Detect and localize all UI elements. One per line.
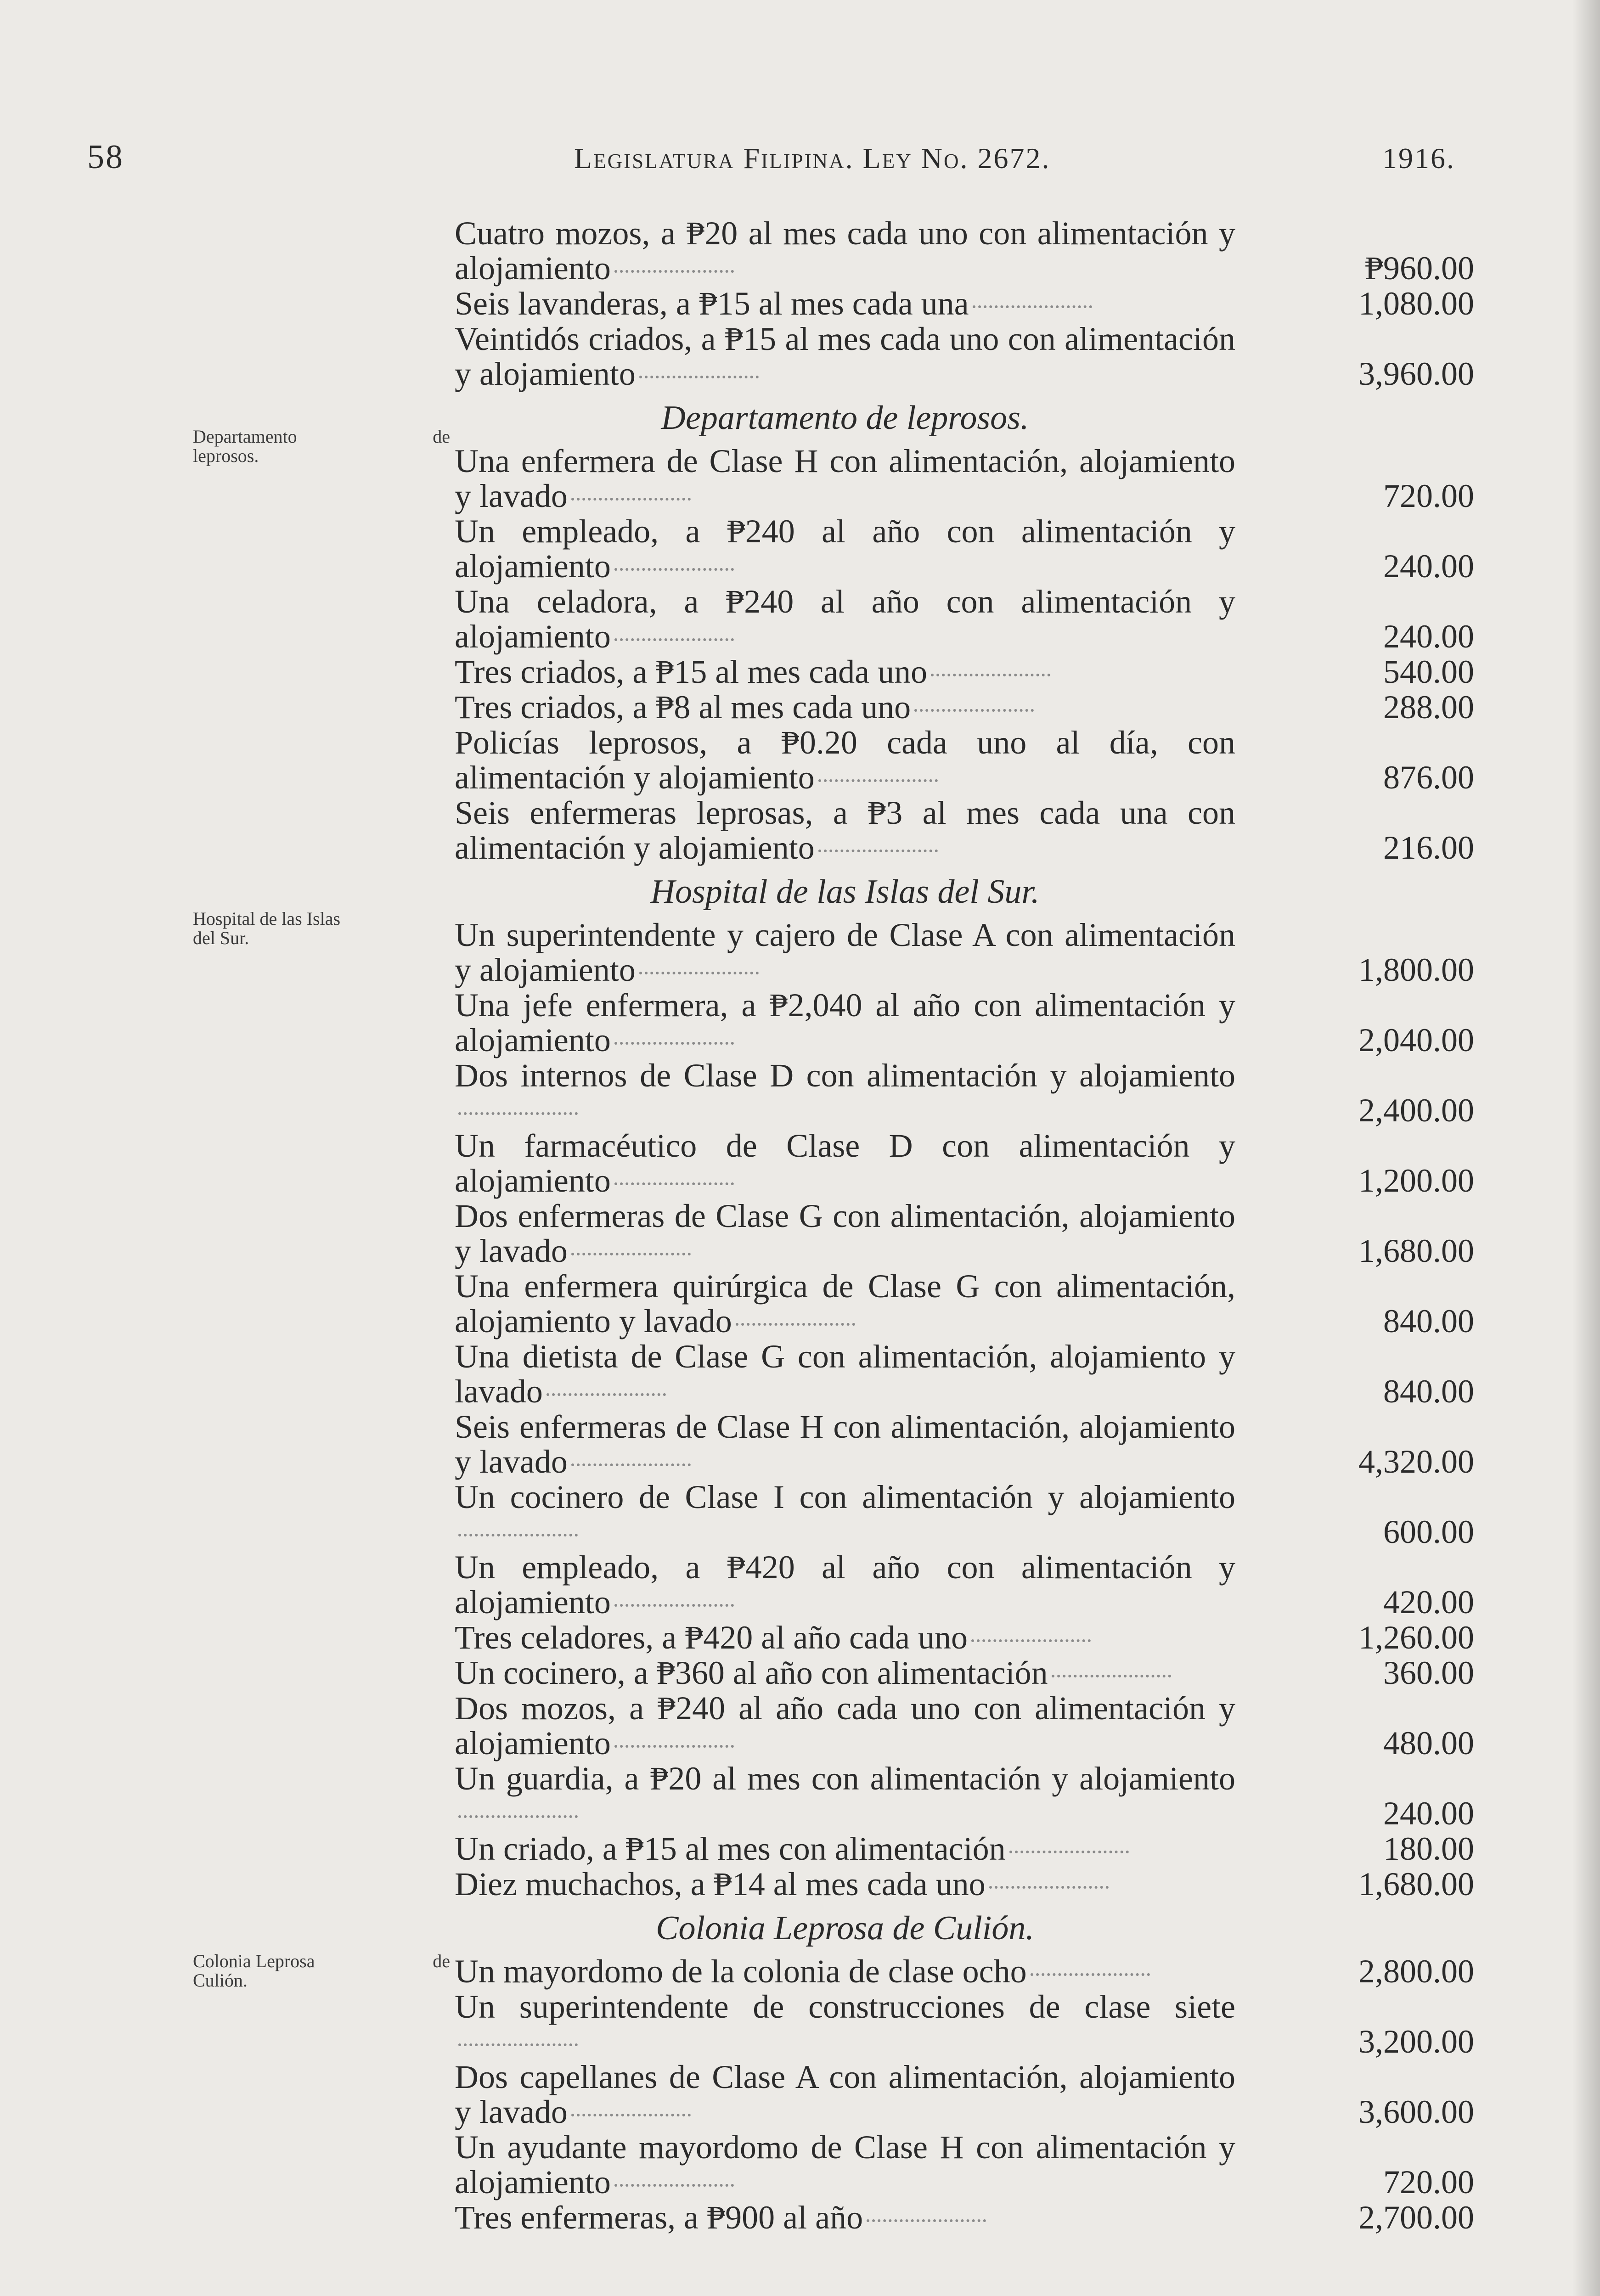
list-item <box>455 1867 1474 1902</box>
item-description: Diez muchachos, a ₱14 al mes cada uno <box>455 1866 986 1902</box>
list-item <box>455 988 1474 1058</box>
margin-note-leprosos <box>193 427 450 466</box>
margin-note-text: Colonia Leprosa <box>193 1951 315 1971</box>
item-amount: 288.00 <box>1383 689 1474 726</box>
item-description: Dos internos de Clase D con alimentación y alojamiento <box>455 1057 1235 1094</box>
margin-note-text: de <box>433 1951 450 1971</box>
section-title-hospital: Hospital de las Islas del Sur. <box>650 873 1040 911</box>
dot-leader <box>458 1112 578 1115</box>
dot-leader <box>971 1639 1091 1642</box>
list-item <box>455 1199 1474 1268</box>
dot-leader <box>614 1182 734 1185</box>
list-item <box>455 917 1474 987</box>
section-title-leprosos: Departamento de leprosos. <box>661 399 1029 437</box>
list-item <box>455 1409 1474 1479</box>
dot-leader <box>458 1815 578 1818</box>
dot-leader <box>614 1604 734 1607</box>
margin-note-hospital <box>193 909 450 948</box>
dot-leader <box>1031 1973 1150 1976</box>
dot-leader <box>614 270 734 273</box>
item-amount: 240.00 <box>1383 618 1474 655</box>
dot-leader <box>614 2184 734 2187</box>
running-header <box>87 138 1455 184</box>
item-amount: 1,080.00 <box>1358 285 1474 322</box>
item-amount: 480.00 <box>1383 1725 1474 1761</box>
item-description: Una enfermera quirúrgica de Clase G con alimentación, alojamiento y lavado <box>455 1268 1235 1339</box>
item-description: Una jefe enfermera, a ₱2,040 al año con alimentación y alojamiento <box>455 987 1235 1058</box>
list-item <box>455 584 1474 654</box>
item-amount: 3,960.00 <box>1358 355 1474 392</box>
item-description: Tres enfermeras, a ₱900 al año <box>455 2199 863 2236</box>
dot-leader <box>818 850 938 852</box>
item-amount: 2,400.00 <box>1358 1092 1474 1129</box>
item-description: Una dietista de Clase G con alimentación, alojamiento y lavado <box>455 1338 1235 1410</box>
list-item <box>455 1831 1474 1866</box>
dot-leader <box>571 498 691 501</box>
list-item <box>455 1954 1474 1989</box>
dot-leader <box>1052 1675 1171 1677</box>
header-title: Legislatura Filipina. Ley No. 2672. <box>574 142 1051 174</box>
dot-leader <box>867 2219 986 2222</box>
list-item <box>455 2200 1474 2235</box>
list-item <box>455 1269 1474 1339</box>
item-description: Una celadora, a ₱240 al año con alimentación y alojamiento <box>455 583 1235 655</box>
item-amount: 720.00 <box>1383 2164 1474 2200</box>
item-description: Un mayordomo de la colonia de clase ocho <box>455 1953 1027 1990</box>
item-amount: 876.00 <box>1383 759 1474 796</box>
item-amount: 180.00 <box>1383 1830 1474 1867</box>
item-description: Veintidós criados, a ₱15 al mes cada uno con alimentación y alojamiento <box>455 321 1235 392</box>
item-description: Dos mozos, a ₱240 al año cada uno con alimentación y alojamiento <box>455 1690 1235 1761</box>
item-description: Seis enfermeras de Clase H con alimentación, alojamiento y lavado <box>455 1408 1235 1480</box>
list-item <box>455 1620 1474 1655</box>
item-description: Un empleado, a ₱240 al año con alimentación y alojamiento <box>455 513 1235 585</box>
item-amount: 1,800.00 <box>1358 951 1474 988</box>
dot-leader <box>818 779 938 782</box>
item-amount: 720.00 <box>1383 478 1474 514</box>
item-amount: 240.00 <box>1383 548 1474 585</box>
margin-note-text: Hospital de las Islas <box>193 908 341 929</box>
item-description: Tres celadores, a ₱420 al año cada uno <box>455 1619 968 1656</box>
list-item <box>455 1989 1474 2059</box>
dot-leader <box>914 709 1034 712</box>
item-description: Tres criados, a ₱15 al mes cada uno <box>455 653 928 690</box>
item-amount: 1,680.00 <box>1358 1232 1474 1269</box>
dot-leader <box>614 568 734 571</box>
list-item <box>455 1655 1474 1690</box>
item-description: Cuatro mozos, a ₱20 al mes cada uno con alimentación y alojamiento <box>455 215 1235 287</box>
item-amount: 540.00 <box>1383 653 1474 690</box>
item-description: Un superintendente y cajero de Clase A con alimentación y alojamiento <box>455 917 1235 988</box>
list-item <box>455 1691 1474 1761</box>
item-amount: 4,320.00 <box>1358 1443 1474 1480</box>
item-description: Una enfermera de Clase H con alimentación, alojamiento y lavado <box>455 443 1235 514</box>
item-amount: 2,800.00 <box>1358 1953 1474 1990</box>
item-description: Seis lavanderas, a ₱15 al mes cada una <box>455 285 969 322</box>
dot-leader <box>458 2043 578 2046</box>
item-amount: 3,600.00 <box>1358 2093 1474 2130</box>
margin-note-text: del Sur. <box>193 928 249 948</box>
item-description: Dos capellanes de Clase A con alimentación, alojamiento y lavado <box>455 2059 1235 2130</box>
dot-leader <box>571 1463 691 1466</box>
item-description: Tres criados, a ₱8 al mes cada uno <box>455 689 911 726</box>
dot-leader <box>614 1042 734 1045</box>
list-item <box>455 1339 1474 1409</box>
dot-leader <box>1009 1851 1129 1853</box>
list-item <box>455 795 1474 865</box>
item-description: Dos enfermeras de Clase G con alimentación, alojamiento y lavado <box>455 1198 1235 1269</box>
item-description: Un farmacéutico de Clase D con alimentación y alojamiento <box>455 1127 1235 1199</box>
header-year: 1916. <box>1382 142 1455 174</box>
list-item <box>455 1058 1474 1128</box>
margin-note-text: Departamento <box>193 426 297 447</box>
list-item <box>455 725 1474 795</box>
item-amount: 840.00 <box>1383 1303 1474 1339</box>
list-item <box>455 1550 1474 1620</box>
dot-leader <box>989 1886 1109 1889</box>
dot-leader <box>931 674 1050 676</box>
item-description: Un empleado, a ₱420 al año con alimentación y alojamiento <box>455 1549 1235 1621</box>
list-item <box>455 444 1474 513</box>
item-amount: 3,200.00 <box>1358 2023 1474 2060</box>
item-amount: 360.00 <box>1383 1654 1474 1691</box>
list-item <box>455 2060 1474 2129</box>
item-amount: 1,260.00 <box>1358 1619 1474 1656</box>
dot-leader <box>614 1745 734 1748</box>
dot-leader <box>973 305 1092 308</box>
dot-leader <box>546 1393 666 1396</box>
item-amount: 2,040.00 <box>1358 1022 1474 1058</box>
item-amount: ₱960.00 <box>1364 250 1474 287</box>
item-amount: 1,680.00 <box>1358 1866 1474 1902</box>
list-item <box>455 654 1474 689</box>
list-item <box>455 286 1474 321</box>
page-edge-shadow <box>1572 0 1600 2296</box>
item-amount: 1,200.00 <box>1358 1162 1474 1199</box>
margin-note-text: de <box>433 426 450 447</box>
item-description: Un criado, a ₱15 al mes con alimentación <box>455 1830 1006 1867</box>
section-title-culion: Colonia Leprosa de Culión. <box>656 1909 1034 1947</box>
item-amount: 840.00 <box>1383 1373 1474 1410</box>
appropriation-list <box>455 216 1474 2235</box>
dot-leader <box>614 638 734 641</box>
item-description: Seis enfermeras leprosas, a ₱3 al mes cada una con alimentación y alojamiento <box>455 794 1235 866</box>
item-amount: 240.00 <box>1383 1795 1474 1832</box>
dot-leader <box>639 972 759 974</box>
list-item <box>455 1480 1474 1549</box>
dot-leader <box>639 376 759 378</box>
dot-leader <box>571 2114 691 2116</box>
item-description: Un cocinero, a ₱360 al año con alimentación <box>455 1654 1048 1691</box>
item-amount: 2,700.00 <box>1358 2199 1474 2236</box>
list-item <box>455 1761 1474 1831</box>
list-item <box>455 2130 1474 2200</box>
margin-note-text: leprosos. <box>193 445 259 466</box>
item-description: Un ayudante mayordomo de Clase H con alimentación y alojamiento <box>455 2129 1235 2200</box>
dot-leader <box>736 1323 855 1326</box>
list-item <box>455 216 1474 286</box>
item-amount: 600.00 <box>1383 1514 1474 1550</box>
item-amount: 216.00 <box>1383 829 1474 866</box>
list-item <box>455 690 1474 725</box>
item-amount: 420.00 <box>1383 1584 1474 1621</box>
list-item <box>455 514 1474 584</box>
list-item <box>455 1128 1474 1198</box>
item-description: Policías leprosos, a ₱0.20 cada uno al día, con alimentación y alojamiento <box>455 724 1235 796</box>
dot-leader <box>571 1253 691 1255</box>
item-description: Un superintendente de construcciones de clase siete <box>455 1988 1235 2025</box>
list-item <box>455 321 1474 391</box>
item-description: Un guardia, a ₱20 al mes con alimentación y alojamiento <box>455 1760 1235 1797</box>
page-number: 58 <box>87 138 124 176</box>
margin-note-culion <box>193 1952 450 1990</box>
item-description: Un cocinero de Clase I con alimentación y alojamiento <box>455 1479 1235 1515</box>
dot-leader <box>458 1534 578 1536</box>
margin-note-text: Culión. <box>193 1970 248 1991</box>
